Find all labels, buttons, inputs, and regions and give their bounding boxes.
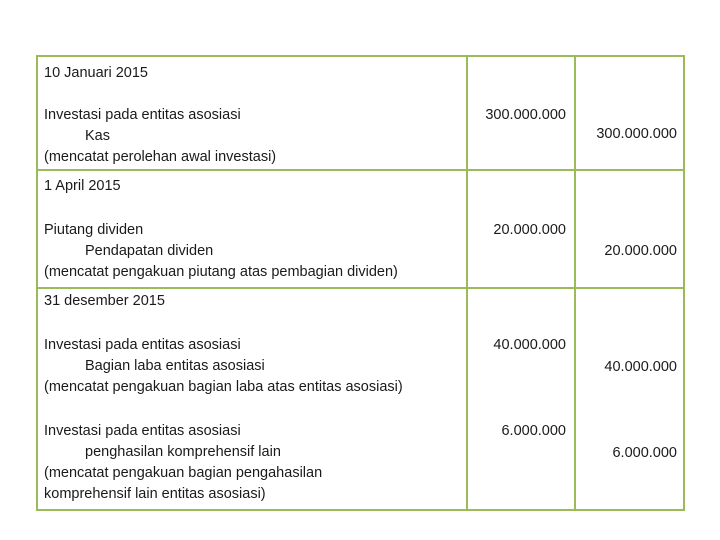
credit-account: Kas (85, 128, 110, 144)
debit-amount: 40.000.000 (493, 337, 566, 353)
entry-note: (mencatat perolehan awal investasi) (44, 149, 277, 165)
debit-amount: 300.000.000 (485, 107, 566, 123)
entry-date: 1 April 2015 (44, 178, 121, 194)
credit-account: Bagian laba entitas asosiasi (85, 358, 265, 374)
credit-amount: 6.000.000 (612, 445, 677, 461)
debit-account: Investasi pada entitas asosiasi (44, 337, 241, 353)
journal-table (36, 55, 685, 511)
debit-account: Investasi pada entitas asosiasi (44, 107, 241, 123)
entry-note: (mencatat pengakuan piutang atas pembagian dividen) (44, 264, 398, 280)
column-divider-credit (574, 57, 576, 509)
entry-date: 10 Januari 2015 (44, 65, 148, 81)
column-divider-debit (466, 57, 468, 509)
credit-amount: 40.000.000 (604, 359, 677, 375)
entry-note-line: (mencatat pengakuan bagian pengahasilan (44, 465, 323, 481)
entry-date: 31 desember 2015 (44, 293, 165, 309)
debit-account: Investasi pada entitas asosiasi (44, 423, 241, 439)
credit-account: penghasilan komprehensif lain (85, 444, 281, 460)
section-divider-1 (38, 169, 683, 171)
entry-note: (mencatat pengakuan bagian laba atas entitas asosiasi) (44, 379, 403, 395)
debit-amount: 20.000.000 (493, 222, 566, 238)
credit-amount: 300.000.000 (596, 126, 677, 142)
section-divider-2 (38, 287, 683, 289)
debit-amount: 6.000.000 (501, 423, 566, 439)
credit-account: Pendapatan dividen (85, 243, 214, 259)
credit-amount: 20.000.000 (604, 243, 677, 259)
entry-note-line: komprehensif lain entitas asosiasi) (44, 486, 266, 502)
debit-account: Piutang dividen (44, 222, 144, 238)
